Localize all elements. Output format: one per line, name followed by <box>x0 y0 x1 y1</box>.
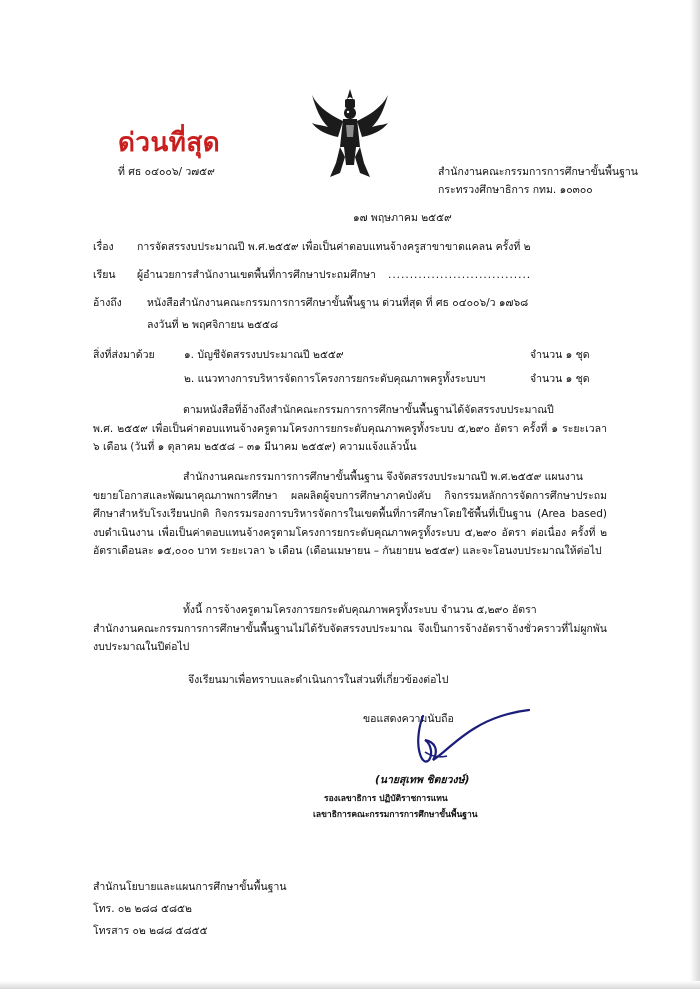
paragraph-3-rest: สำนักงานคณะกรรมการการศึกษาขั้นพื้นฐานไม่ได้รับจัดสรรงบประมาณ จึงเป็นการจ้างอัตราจ้างชั่วคราวที่ไม่ผูกพันงบประมาณในปีต่อไป <box>93 622 607 654</box>
to-text: ผู้อำนวยการสำนักงานเขตพื้นที่การศึกษาประถมศึกษา <box>137 269 376 281</box>
subject-label: เรื่อง <box>93 241 114 253</box>
reference-line-1: หนังสือสำนักงานคณะกรรมการการศึกษาขั้นพื้นฐาน ด่วนที่สุด ที่ ศธ ๐๔๐๐๖/ว ๑๗๖๘ <box>147 297 529 309</box>
footer-phone: โทร. ๐๒ ๒๘๘ ๕๘๕๒ <box>93 903 192 915</box>
closing-statement: จึงเรียนมาเพื่อทราบและดำเนินการในส่วนที่เกี่ยวข้องต่อไป <box>188 674 449 686</box>
salutation: ขอแสดงความนับถือ <box>363 713 454 725</box>
letter-date: ๑๗ พฤษภาคม ๒๕๕๙ <box>353 212 452 224</box>
subject-text: การจัดสรรงบประมาณปี พ.ศ.๒๕๕๙ เพื่อเป็นค่าตอบแทนจ้างครูสาขาขาดแคลน ครั้งที่ ๒ <box>137 241 531 253</box>
enclosure-qty-2: จำนวน ๑ ชุด <box>530 373 590 385</box>
body-paragraph-2 <box>93 468 607 561</box>
signatory-title-2: เลขาธิการคณะกรรมการการศึกษาขั้นพื้นฐาน <box>313 810 478 820</box>
enclosure-qty-1: จำนวน ๑ ชุด <box>530 349 590 361</box>
handwritten-signature-icon <box>395 706 535 776</box>
paragraph-1-rest: พ.ศ. ๒๕๕๙ เพื่อเป็นค่าตอบแทนจ้างครูตามโครงการยกระดับคุณภาพครูทั้งระบบ ๕,๒๙๐ อัตรา ครั้งที่ ๑ ระยะเวลา ๖ เดือน (วันที่ ๑ ตุลาคม ๒๕๕๘ – ๓๑ มีนาคม ๒๕๕๙) ความแจ้งแล้วนั้น <box>93 422 607 454</box>
enclosure-item-2: ๒. แนวทางการบริหารจัดการโครงการยกระดับคุณภาพครูทั้งระบบฯ <box>184 373 486 385</box>
urgency-stamp: ด่วนที่สุด <box>118 128 221 158</box>
reference-line-2: ลงวันที่ ๒ พฤศจิกายน ๒๕๕๘ <box>147 319 279 331</box>
to-dots: ................................. <box>388 269 532 281</box>
scan-edge-bottom <box>0 981 700 989</box>
issuer-office: สำนักงานคณะกรรมการการศึกษาขั้นพื้นฐาน <box>438 166 638 178</box>
reference-label: อ้างถึง <box>93 297 122 309</box>
reference-number: ที่ ศธ ๐๔๐๐๖/ ว๗๕๙ <box>118 166 215 178</box>
paragraph-1-first-line: ตามหนังสือที่อ้างถึงสำนักคณะกรรมการการศึกษาขั้นพื้นฐานได้จัดสรรงบประมาณปี <box>183 404 554 416</box>
footer-department: สำนักนโยบายและแผนการศึกษาขั้นพื้นฐาน <box>93 881 287 893</box>
body-paragraph-3 <box>93 601 607 657</box>
footer-fax: โทรสาร ๐๒ ๒๘๘ ๕๘๕๕ <box>93 925 208 937</box>
garuda-emblem-icon <box>310 85 390 183</box>
scan-edge-right <box>690 0 700 989</box>
enclosures-label: สิ่งที่ส่งมาด้วย <box>93 349 155 361</box>
paragraph-2-rest: ขยายโอกาสและพัฒนาคุณภาพการศึกษา ผลผลิตผู้จบการศึกษาภาคบังคับ กิจกรรมหลักการจัดการศึกษาประถมศึกษาสำหรับโรงเรียนปกติ กิจกรรมรองการบริหารจัดการในเขตพื้นที่การศึกษาโดยใช้พื้นที่เป็นฐาน (Area based) งบดำเนินงาน เพื่อเป็นค่าตอบแทนจ้างครูตามโครงการยกระดับคุณภาพครูทั้งระบบ ๕,๒๙๐ อัตรา ต่อเนื่อง ครั้งที่ ๒ อัตราเดือนละ ๑๕,๐๐๐ บาท ระยะเวลา ๖ เดือน (เดือนเมษายน – กันยายน ๒๕๕๙) และจะโอนงบประมาณให้ต่อไป <box>93 489 607 558</box>
signatory-title-1: รองเลขาธิการ ปฏิบัติราชการแทน <box>324 794 448 804</box>
signatory-name: (นายสุเทพ ชิตยวงษ์) <box>375 774 470 786</box>
enclosure-item-1: ๑. บัญชีจัดสรรงบประมาณปี ๒๕๕๙ <box>184 349 344 361</box>
to-label: เรียน <box>93 269 116 281</box>
issuer-address: กระทรวงศึกษาธิการ กทม. ๑๐๓๐๐ <box>438 184 593 196</box>
paragraph-2-first-line: สำนักงานคณะกรรมการการศึกษาขั้นพื้นฐาน จึงจัดสรรงบประมาณปี พ.ศ.๒๕๕๙ แผนงาน <box>183 471 583 483</box>
paragraph-3-first-line: ทั้งนี้ การจ้างครูตามโครงการยกระดับคุณภาพครูทั้งระบบ จำนวน ๕,๒๙๐ อัตรา <box>183 604 537 616</box>
body-paragraph-1 <box>93 401 607 457</box>
